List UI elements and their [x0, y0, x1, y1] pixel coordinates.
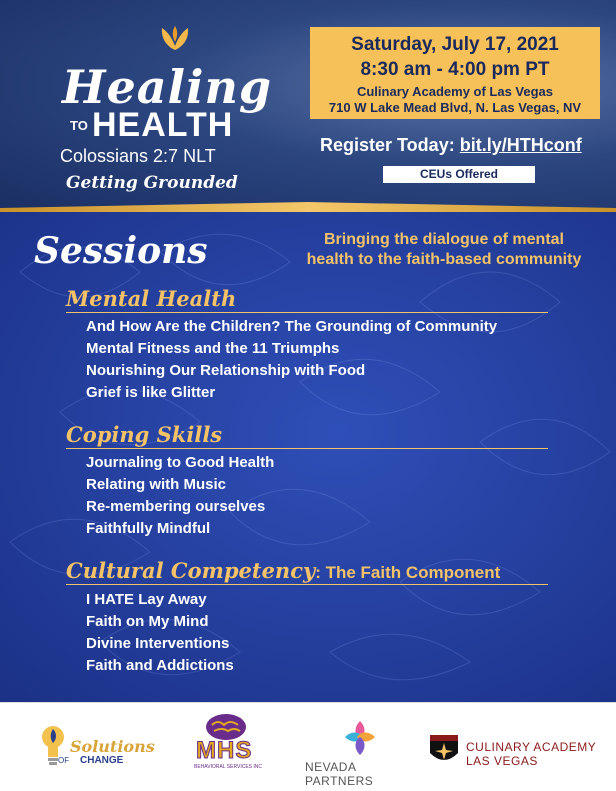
- section-title-suffix: : The Faith Component: [315, 563, 501, 582]
- sponsor-footer: [0, 702, 616, 791]
- event-title-script: Healing: [62, 60, 273, 114]
- solutions-of: OF: [58, 756, 70, 765]
- solutions-change: CHANGE: [80, 755, 124, 766]
- sessions-heading: Sessions: [34, 230, 208, 272]
- event-date: Saturday, July 17, 2021: [351, 34, 559, 55]
- register-label: Register Today:: [320, 135, 455, 155]
- session-item: Relating with Music: [86, 476, 227, 493]
- section-divider: [66, 448, 548, 449]
- session-item: Grief is like Glitter: [86, 384, 216, 401]
- session-list-coping-skills: [86, 452, 274, 540]
- section-divider: [66, 312, 548, 313]
- culinary-academy-line-2: LAS VEGAS: [466, 754, 538, 768]
- section-title-text: Cultural Competency: [66, 558, 316, 583]
- section-title-cultural-competency: [66, 558, 500, 583]
- nevada-partners-wordmark: NEVADA PARTNERS: [305, 760, 374, 788]
- session-item: Faithfully Mindful: [86, 520, 211, 537]
- scripture-reference: Colossians 2:7 NLT: [60, 146, 216, 166]
- session-item: Divine Interventions: [86, 635, 230, 652]
- nevada-partners-logo: [305, 703, 415, 791]
- event-title-to: TO: [70, 118, 88, 133]
- sessions-panel: [0, 212, 616, 702]
- ceu-badge: CEUs Offered: [383, 166, 535, 183]
- star-shield-icon: [428, 733, 460, 767]
- session-item: Re-membering ourselves: [86, 498, 266, 515]
- session-item: Nourishing Our Relationship with Food: [86, 362, 366, 379]
- event-venue: Culinary Academy of Las Vegas: [356, 84, 554, 99]
- session-item: Faith on My Mind: [86, 613, 209, 630]
- section-title-mental-health: [66, 286, 236, 311]
- section-title-coping-skills: [66, 422, 222, 447]
- tagline-line-2: health to the faith-based community: [306, 251, 582, 268]
- mhs-wordmark: MHS: [196, 737, 253, 764]
- section-title-text: Coping Skills: [66, 422, 223, 447]
- register-link[interactable]: bit.ly/HTHconf: [459, 135, 582, 155]
- session-item: Mental Fitness and the 11 Triumphs: [86, 340, 340, 357]
- session-list-cultural-competency: [86, 589, 234, 677]
- tagline-line-1: Bringing the dialogue of mental: [324, 231, 564, 248]
- solutions-of-change-logo: [40, 703, 170, 791]
- open-hands-icon: [158, 24, 192, 52]
- event-subtitle: Getting Grounded: [66, 173, 238, 193]
- solutions-wordmark: Solutions: [70, 737, 155, 756]
- mhs-logo: [190, 703, 270, 791]
- session-item: I HATE Lay Away: [86, 591, 207, 608]
- event-address: 710 W Lake Mead Blvd, N. Las Vegas, NV: [328, 100, 582, 115]
- mhs-subtitle: BEHAVIORAL SERVICES INC: [194, 764, 262, 770]
- register-line: [320, 135, 582, 156]
- session-item: And How Are the Children? The Grounding of Community: [86, 318, 498, 335]
- session-list-mental-health: [86, 316, 497, 404]
- event-time: 8:30 am - 4:00 pm PT: [360, 59, 550, 80]
- tagline: [282, 230, 606, 270]
- session-item: Journaling to Good Health: [86, 454, 275, 471]
- culinary-academy-line-1: CULINARY ACADEMY: [466, 740, 597, 754]
- section-title-text: Mental Health: [66, 286, 237, 311]
- event-title-main: HEALTH: [92, 106, 234, 144]
- section-divider: [66, 584, 548, 585]
- session-item: Faith and Addictions: [86, 657, 234, 674]
- header-banner: [0, 0, 616, 212]
- event-details-box: [310, 27, 600, 119]
- flower-icon: [341, 717, 379, 757]
- culinary-academy-logo: [428, 703, 608, 791]
- event-logo: [40, 20, 300, 193]
